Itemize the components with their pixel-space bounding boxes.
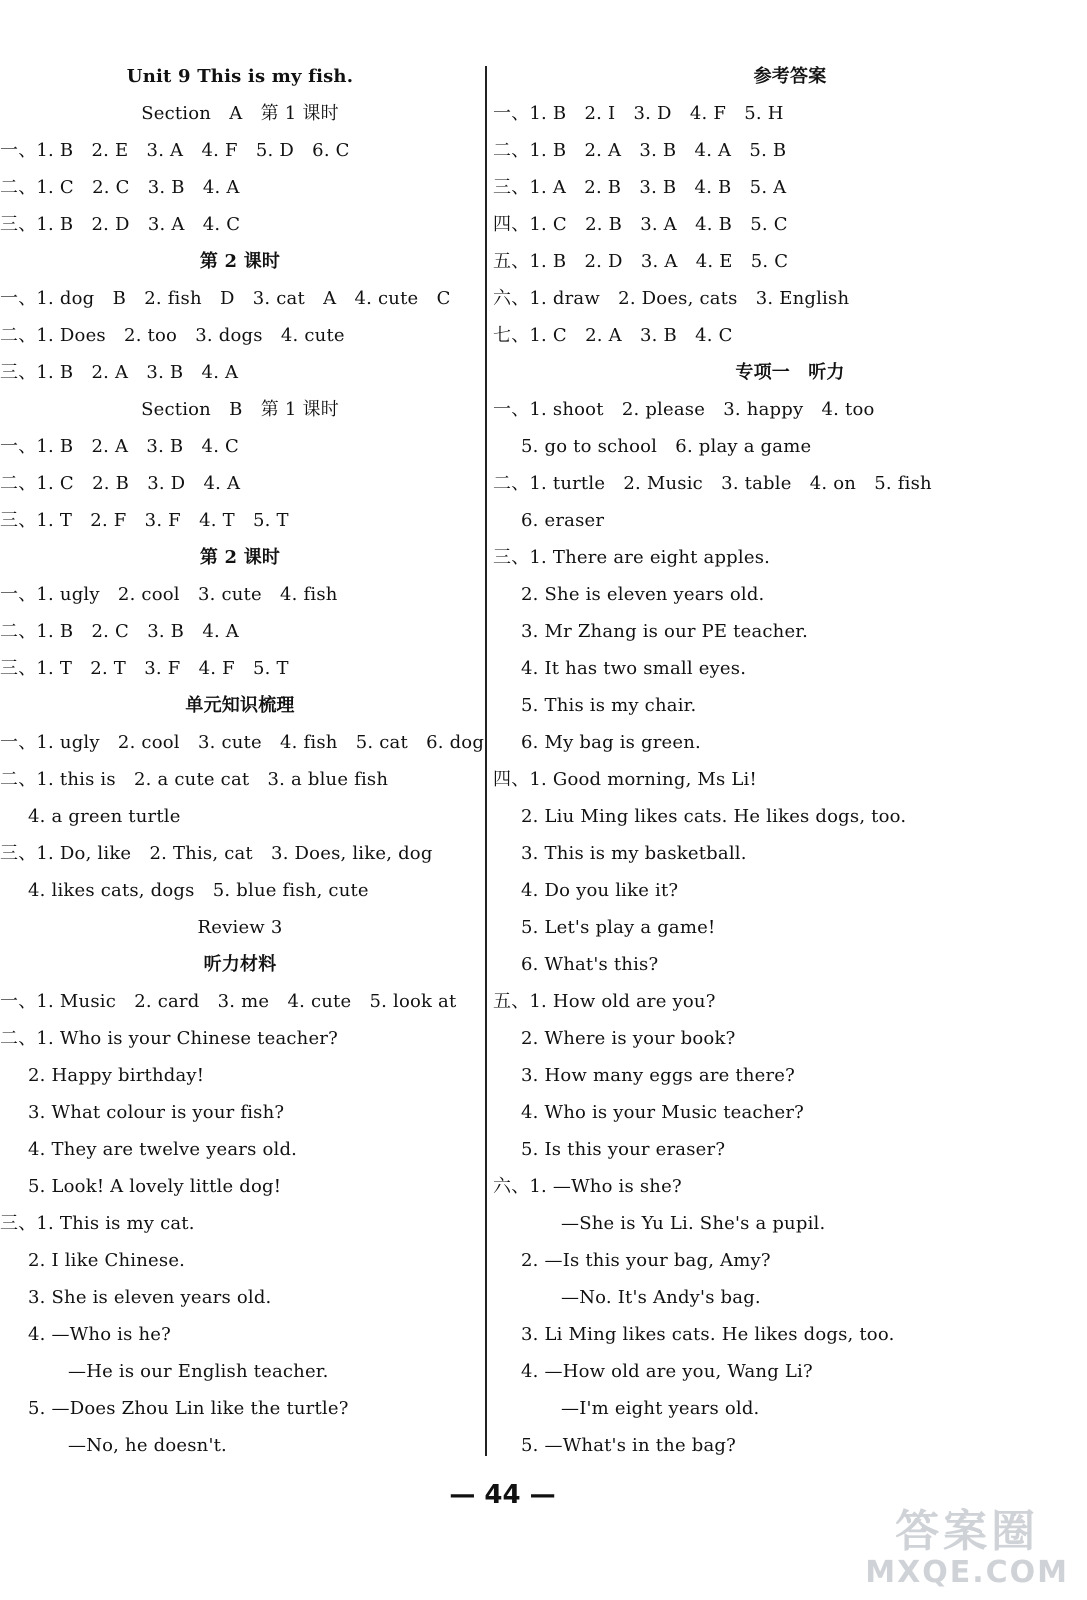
answer-line: 五、1. B 2. D 3. A 4. E 5. C [493,251,789,272]
answer-line: 五、1. How old are you? [493,991,716,1012]
answer-line: 第 2 课时 [199,251,281,272]
answer-line: Review 3 [197,917,283,938]
answer-line: —No, he doesn't. [68,1435,227,1456]
watermark-logo [865,1508,1069,1590]
answer-line: 2. Liu Ming likes cats. He likes dogs, too. [521,806,907,827]
answer-line: 5. Look! A lovely little dog! [28,1176,282,1197]
answer-line: 六、1. draw 2. Does, cats 3. English [493,288,850,309]
answer-line: Section B 第 1 课时 [141,399,339,420]
answer-line: 三、1. T 2. F 3. F 4. T 5. T [0,510,289,531]
answer-line: 6. My bag is green. [521,732,701,753]
answer-line: 5. This is my chair. [521,695,697,716]
answer-line: 六、1. —Who is she? [493,1176,682,1197]
answer-line: 一、1. ugly 2. cool 3. cute 4. fish [0,584,338,605]
answer-line: 第 2 课时 [199,547,281,568]
answer-line: 2. Happy birthday! [28,1065,205,1086]
answer-line: 二、1. B 2. C 3. B 4. A [0,621,240,642]
watermark-domain: MXQE.COM [865,1555,1069,1590]
answer-line: —She is Yu Li. She's a pupil. [561,1213,826,1234]
answer-line: 三、1. There are eight apples. [493,547,771,568]
answer-line: 5. go to school 6. play a game [521,436,812,457]
answer-line: 4. Do you like it? [521,880,679,901]
answer-line: 三、1. B 2. A 3. B 4. A [0,362,239,383]
page-number: — 44 — [449,1480,556,1510]
answer-line: 三、1. T 2. T 3. F 4. F 5. T [0,658,289,679]
watermark-mark: 答案圈 [895,1506,1040,1557]
answer-line: 2. I like Chinese. [28,1250,186,1271]
answer-line: 3. This is my basketball. [521,843,747,864]
answer-line: 二、1. Does 2. too 3. dogs 4. cute [0,325,345,346]
answer-line: 三、1. This is my cat. [0,1213,195,1234]
answer-line: 参考答案 [753,66,827,87]
answer-line: 四、1. C 2. B 3. A 4. B 5. C [493,214,788,235]
answer-line: 二、1. C 2. B 3. D 4. A [0,473,241,494]
answer-line: 4. likes cats, dogs 5. blue fish, cute [28,880,369,901]
answer-line: 三、1. A 2. B 3. B 4. B 5. A [493,177,787,198]
answer-line: Section A 第 1 课时 [141,103,339,124]
answer-line: 4. It has two small eyes. [521,658,747,679]
answer-line: 2. —Is this your bag, Amy? [521,1250,771,1271]
right-column [493,58,1087,1464]
answer-line: 二、1. this is 2. a cute cat 3. a blue fish [0,769,389,790]
answer-line: 三、1. B 2. D 3. A 4. C [0,214,241,235]
answer-line: 5. Is this your eraser? [521,1139,726,1160]
answer-line: 一、1. ugly 2. cool 3. cute 4. fish 5. cat 6. dog [0,732,485,753]
answer-line: 4. —Who is he? [28,1324,171,1345]
answer-line: 5. Let's play a game! [521,917,716,938]
answer-line: 一、1. shoot 2. please 3. happy 4. too [493,399,875,420]
answer-line: 一、1. Music 2. card 3. me 4. cute 5. look at [0,991,457,1012]
answer-line: 单元知识梳理 [185,695,295,716]
answer-line: 3. How many eggs are there? [521,1065,795,1086]
answer-line: 2. She is eleven years old. [521,584,765,605]
answer-line: 6. What's this? [521,954,659,975]
answer-line: 一、1. B 2. E 3. A 4. F 5. D 6. C [0,140,350,161]
answer-line: 6. eraser [521,510,605,531]
answer-line: —No. It's Andy's bag. [561,1287,761,1308]
answer-line: 听力材料 [203,954,277,975]
answer-line: 二、1. C 2. C 3. B 4. A [0,177,240,198]
answer-line: 4. They are twelve years old. [28,1139,298,1160]
answer-line: 3. She is eleven years old. [28,1287,272,1308]
answer-line: 3. Li Ming likes cats. He likes dogs, too. [521,1324,895,1345]
answer-line: 4. —How old are you, Wang Li? [521,1361,813,1382]
answer-line: Unit 9 This is my fish. [126,66,354,87]
answer-line: 5. —What's in the bag? [521,1435,736,1456]
answer-line: 二、1. turtle 2. Music 3. table 4. on 5. fish [493,473,932,494]
answer-line: 一、1. dog B 2. fish D 3. cat A 4. cute C [0,288,451,309]
answer-line: 5. —Does Zhou Lin like the turtle? [28,1398,349,1419]
column-divider [485,66,487,1456]
answer-line: 二、1. Who is your Chinese teacher? [0,1028,338,1049]
left-column [0,58,485,1464]
answer-line: 四、1. Good morning, Ms Li! [493,769,757,790]
answer-line: 3. What colour is your fish? [28,1102,285,1123]
answer-line: 4. a green turtle [28,806,181,827]
answer-line: 3. Mr Zhang is our PE teacher. [521,621,809,642]
answer-line: 2. Where is your book? [521,1028,736,1049]
answer-line: 二、1. B 2. A 3. B 4. A 5. B [493,140,787,161]
answer-line: 4. Who is your Music teacher? [521,1102,805,1123]
answer-line: 一、1. B 2. I 3. D 4. F 5. H [493,103,784,124]
answer-line: 专项一 听力 [735,362,845,383]
answer-line: 七、1. C 2. A 3. B 4. C [493,325,733,346]
answer-line: —He is our English teacher. [68,1361,329,1382]
answer-line: 一、1. B 2. A 3. B 4. C [0,436,240,457]
answer-line: —I'm eight years old. [561,1398,760,1419]
answer-line: 三、1. Do, like 2. This, cat 3. Does, like, dog [0,843,433,864]
